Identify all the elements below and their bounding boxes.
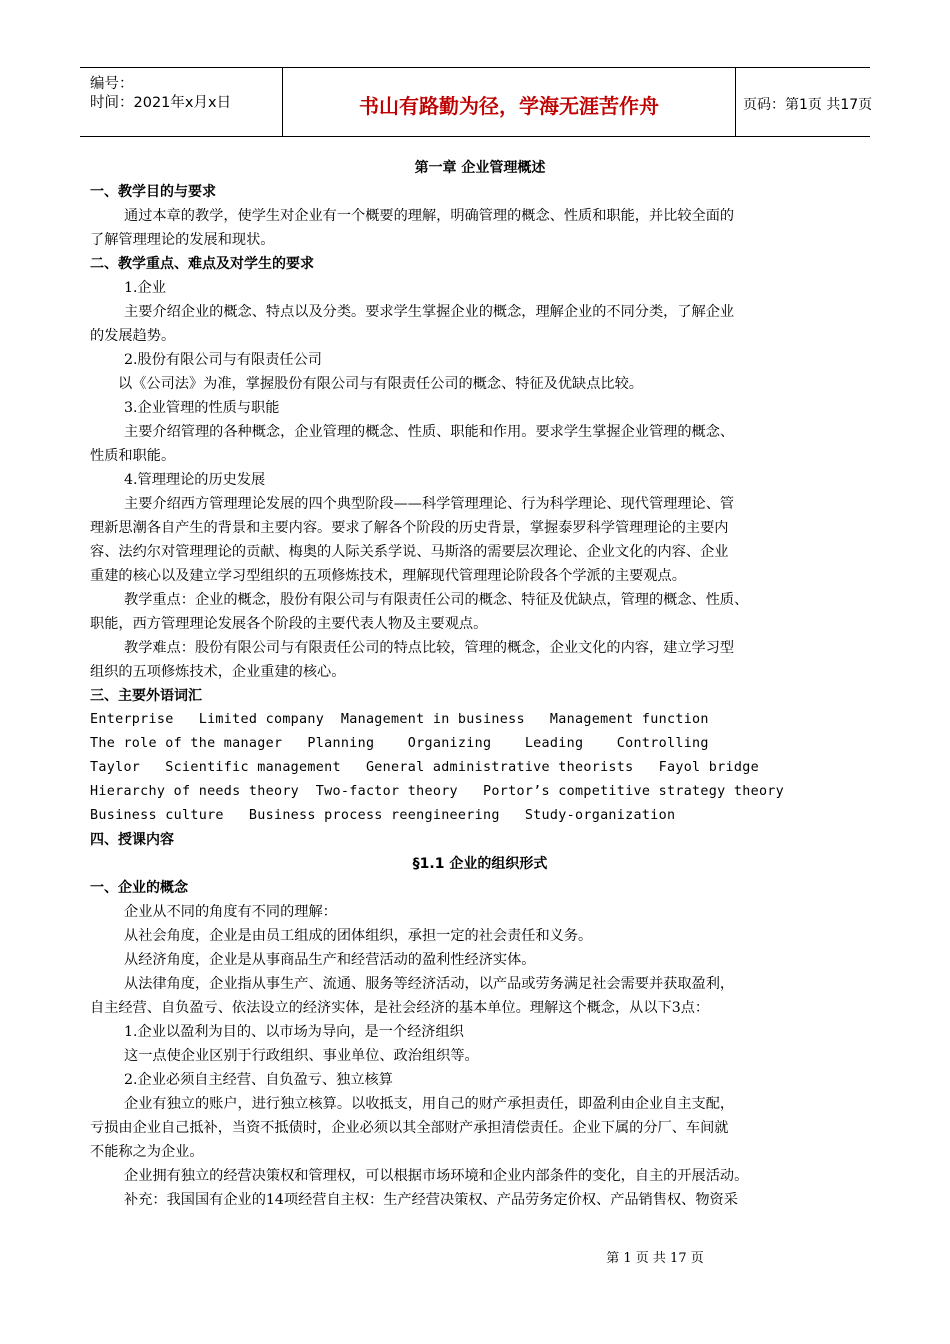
paragraph-line: 企业从不同的角度有不同的理解： — [124, 904, 337, 920]
paragraph-line: 重建的核心以及建立学习型组织的五项修炼技术，理解现代管理理论阶段各个学派的主要观点。 — [90, 568, 686, 584]
section-heading: 一、教学目的与要求 — [90, 184, 216, 200]
paragraph-line: 性质和职能。 — [90, 448, 176, 464]
paragraph-line: 了解管理理论的发展和现状。 — [90, 232, 275, 248]
paragraph-line: 主要介绍管理的各种概念，企业管理的概念、性质、职能和作用。要求学生掌握企业管理的概念、 — [124, 424, 735, 440]
paragraph-line: 补充：我国国有企业的14项经营自主权：生产经营决策权、产品劳务定价权、产品销售权、物资采 — [124, 1192, 738, 1208]
paragraph-line: 职能，西方管理理论发展各个阶段的主要代表人物及主要观点。 — [90, 616, 488, 632]
vocabulary-line: Enterprise Limited company Management in business Management function — [90, 712, 709, 727]
paragraph-line: 从经济角度，企业是从事商品生产和经营活动的盈利性经济实体。 — [124, 952, 536, 968]
paragraph-line: 通过本章的教学，使学生对企业有一个概要的理解，明确管理的概念、性质和职能，并比较全面的 — [124, 208, 735, 224]
paragraph-line: 以《公司法》为准，掌握股份有限公司与有限责任公司的概念、特征及优缺点比较。 — [118, 376, 643, 392]
paragraph-line: 教学难点：股份有限公司与有限责任公司的特点比较，管理的概念，企业文化的内容，建立学习型 — [124, 640, 735, 656]
header-right-cell — [735, 68, 873, 136]
paragraph-line: 1.企业以盈利为目的、以市场为导向，是一个经济组织 — [124, 1024, 464, 1040]
document-code-label: 编号： — [90, 76, 134, 92]
paragraph-line: 组织的五项修炼技术，企业重建的核心。 — [90, 664, 346, 680]
paragraph-line: 亏损由企业自己抵补，当资不抵债时，企业必须以其全部财产承担清偿责任。企业下属的分厂、车间就 — [90, 1120, 729, 1136]
paragraph-line: 2.股份有限公司与有限责任公司 — [124, 352, 322, 368]
paragraph-line: 主要介绍西方管理理论发展的四个典型阶段——科学管理理论、行为科学理论、现代管理理论、管 — [124, 496, 735, 512]
paragraph-line: 的发展趋势。 — [90, 328, 176, 344]
paragraph-line: 3.企业管理的性质与职能 — [124, 400, 280, 416]
section-heading: 一、企业的概念 — [90, 880, 188, 896]
paragraph-line: 企业有独立的账户，进行独立核算。以收抵支，用自己的财产承担责任，即盈利由企业自主支配， — [124, 1096, 735, 1112]
paragraph-line: 这一点使企业区别于行政组织、事业单位、政治组织等。 — [124, 1048, 479, 1064]
paragraph-line: 企业拥有独立的经营决策权和管理权，可以根据市场环境和企业内部条件的变化，自主的开展活动。 — [124, 1168, 749, 1184]
section-heading: 四、授课内容 — [90, 832, 174, 848]
vocabulary-line: Hierarchy of needs theory Two-factor theory Portor’s competitive strategy theory — [90, 784, 785, 799]
vocabulary-line: Business culture Business process reengineering Study-organization — [90, 808, 676, 823]
paragraph-line: 从社会角度，企业是由员工组成的团体组织，承担一定的社会责任和义务。 — [124, 928, 593, 944]
section-heading: 三、主要外语词汇 — [90, 688, 202, 704]
paragraph-line: 教学重点：企业的概念，股份有限公司与有限责任公司的概念、特征及优缺点，管理的概念、性质、 — [124, 592, 749, 608]
subsection-title: §1.1 企业的组织形式 — [412, 856, 548, 872]
paragraph-line: 容、法约尔对管理理论的贡献、梅奥的人际关系学说、马斯洛的需要层次理论、企业文化的内容、企业 — [90, 544, 729, 560]
paragraph-line: 自主经营、自负盈亏、依法设立的经济实体，是社会经济的基本单位。理解这个概念，从以下3点： — [90, 1000, 710, 1016]
paragraph-line: 从法律角度，企业指从事生产、流通、服务等经济活动，以产品或劳务满足社会需要并获取盈利， — [124, 976, 735, 992]
paragraph-line: 4.管理理论的历史发展 — [124, 472, 266, 488]
header-left-cell — [80, 68, 282, 136]
page-footer: 第 1 页 共 17 页 — [606, 1251, 704, 1266]
page-number-label: 页码：第1页 共17页 — [743, 97, 873, 113]
header-table — [80, 67, 873, 137]
header-middle-cell — [282, 68, 736, 136]
motto-text: 书山有路勤为径，学海无涯苦作舟 — [359, 94, 659, 118]
document-body — [90, 156, 870, 1212]
paragraph-line: 不能称之为企业。 — [90, 1144, 204, 1160]
paragraph-line: 2.企业必须自主经营、自负盈亏、独立核算 — [124, 1072, 393, 1088]
body-lines — [90, 180, 870, 1212]
document-date-label: 时间：2021年x月x日 — [90, 95, 232, 111]
chapter-title: 第一章 企业管理概述 — [414, 160, 546, 176]
vocabulary-line: The role of the manager Planning Organizing Leading Controlling — [90, 736, 709, 751]
paragraph-line: 理新思潮各自产生的背景和主要内容。要求了解各个阶段的历史背景，掌握泰罗科学管理理论的主要内 — [90, 520, 729, 536]
vocabulary-line: Taylor Scientific management General administrative theorists Fayol bridge — [90, 760, 759, 775]
paragraph-line: 1.企业 — [124, 280, 166, 296]
paragraph-line: 主要介绍企业的概念、特点以及分类。要求学生掌握企业的概念，理解企业的不同分类，了解企业 — [124, 304, 735, 320]
section-heading: 二、教学重点、难点及对学生的要求 — [90, 256, 314, 272]
